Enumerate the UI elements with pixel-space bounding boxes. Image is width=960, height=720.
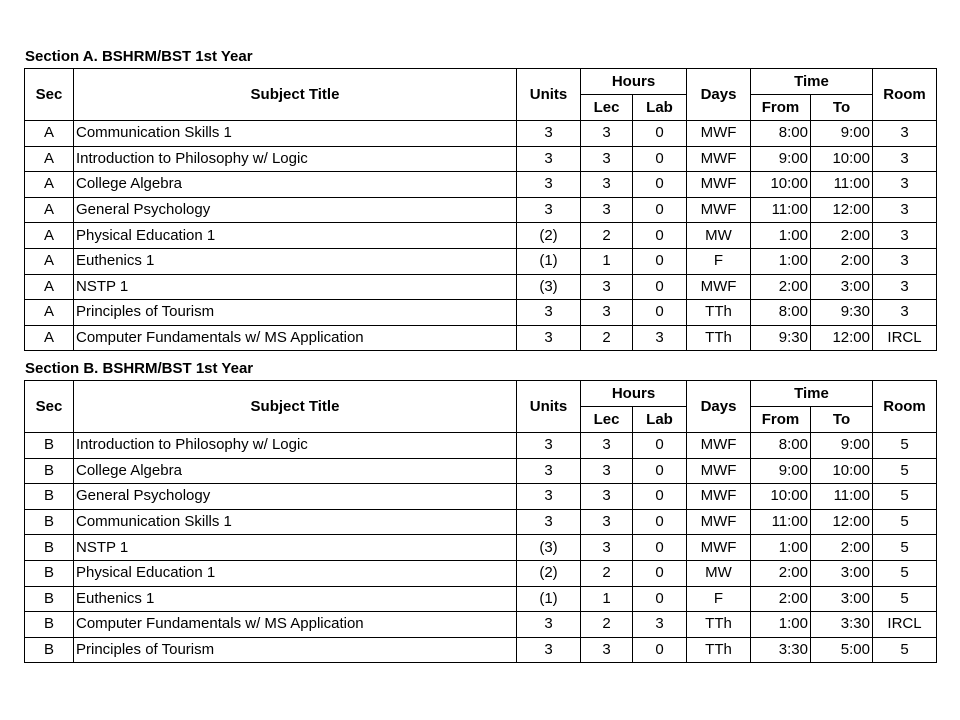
cell-days: TTh <box>687 637 751 663</box>
cell-sec: A <box>25 300 74 326</box>
cell-to: 11:00 <box>811 484 873 510</box>
cell-room: 3 <box>873 274 937 300</box>
section-a-schedule-table <box>24 68 937 351</box>
cell-room: 5 <box>873 458 937 484</box>
cell-lab: 0 <box>633 121 687 147</box>
cell-lec: 2 <box>581 612 633 638</box>
cell-room: 5 <box>873 637 937 663</box>
header-lab: Lab <box>633 95 687 121</box>
cell-units: (3) <box>517 274 581 300</box>
cell-from: 1:00 <box>751 248 811 274</box>
cell-from: 2:00 <box>751 274 811 300</box>
cell-sec: B <box>25 509 74 535</box>
cell-lec: 1 <box>581 248 633 274</box>
header-title: Subject Title <box>74 69 517 121</box>
cell-units: (1) <box>517 586 581 612</box>
cell-room: 3 <box>873 300 937 326</box>
cell-lec: 2 <box>581 560 633 586</box>
cell-lab: 0 <box>633 223 687 249</box>
cell-room: 3 <box>873 146 937 172</box>
cell-sec: B <box>25 535 74 561</box>
cell-sec: A <box>25 146 74 172</box>
cell-days: MW <box>687 560 751 586</box>
header-row <box>25 69 937 95</box>
cell-room: 3 <box>873 248 937 274</box>
cell-lec: 3 <box>581 121 633 147</box>
cell-title: General Psychology <box>74 484 517 510</box>
cell-units: (2) <box>517 560 581 586</box>
cell-to: 11:00 <box>811 172 873 198</box>
cell-days: MWF <box>687 535 751 561</box>
cell-title: Introduction to Philosophy w/ Logic <box>74 146 517 172</box>
cell-sec: B <box>25 433 74 459</box>
cell-title: Introduction to Philosophy w/ Logic <box>74 433 517 459</box>
cell-to: 9:00 <box>811 433 873 459</box>
cell-units: 3 <box>517 325 581 351</box>
cell-days: MW <box>687 223 751 249</box>
table-row <box>25 433 937 459</box>
section-b-title: Section B. BSHRM/BST 1st Year <box>25 360 254 377</box>
cell-lab: 0 <box>633 197 687 223</box>
cell-days: MWF <box>687 197 751 223</box>
cell-from: 11:00 <box>751 509 811 535</box>
cell-lec: 1 <box>581 586 633 612</box>
cell-sec: A <box>25 223 74 249</box>
table-row <box>25 325 937 351</box>
cell-days: MWF <box>687 121 751 147</box>
cell-sec: A <box>25 274 74 300</box>
cell-from: 1:00 <box>751 612 811 638</box>
cell-to: 12:00 <box>811 509 873 535</box>
cell-sec: A <box>25 248 74 274</box>
cell-room: 5 <box>873 433 937 459</box>
section-b-schedule-table <box>24 380 937 663</box>
table-row <box>25 612 937 638</box>
cell-title: Communication Skills 1 <box>74 121 517 147</box>
cell-to: 3:00 <box>811 586 873 612</box>
cell-sec: B <box>25 458 74 484</box>
cell-lab: 3 <box>633 612 687 638</box>
header-lec: Lec <box>581 95 633 121</box>
cell-lec: 3 <box>581 535 633 561</box>
cell-lec: 3 <box>581 637 633 663</box>
cell-units: 3 <box>517 121 581 147</box>
cell-days: MWF <box>687 458 751 484</box>
cell-from: 2:00 <box>751 586 811 612</box>
cell-days: TTh <box>687 325 751 351</box>
cell-from: 1:00 <box>751 535 811 561</box>
cell-sec: B <box>25 560 74 586</box>
cell-to: 3:30 <box>811 612 873 638</box>
cell-days: F <box>687 586 751 612</box>
cell-from: 8:00 <box>751 121 811 147</box>
cell-lec: 3 <box>581 509 633 535</box>
cell-from: 2:00 <box>751 560 811 586</box>
header-units: Units <box>517 69 581 121</box>
cell-lab: 3 <box>633 325 687 351</box>
cell-title: Principles of Tourism <box>74 637 517 663</box>
cell-units: 3 <box>517 433 581 459</box>
cell-units: 3 <box>517 484 581 510</box>
cell-room: 3 <box>873 121 937 147</box>
cell-to: 5:00 <box>811 637 873 663</box>
cell-sec: B <box>25 484 74 510</box>
cell-lec: 3 <box>581 197 633 223</box>
cell-units: 3 <box>517 146 581 172</box>
cell-title: Physical Education 1 <box>74 560 517 586</box>
cell-to: 2:00 <box>811 535 873 561</box>
cell-lab: 0 <box>633 146 687 172</box>
table-row <box>25 197 937 223</box>
cell-lab: 0 <box>633 172 687 198</box>
cell-to: 12:00 <box>811 325 873 351</box>
cell-title: College Algebra <box>74 172 517 198</box>
cell-room: 3 <box>873 172 937 198</box>
header-hours: Hours <box>581 381 687 407</box>
table-row <box>25 274 937 300</box>
cell-title: Euthenics 1 <box>74 586 517 612</box>
cell-sec: A <box>25 172 74 198</box>
table-row <box>25 248 937 274</box>
cell-lab: 0 <box>633 560 687 586</box>
cell-to: 2:00 <box>811 248 873 274</box>
cell-title: NSTP 1 <box>74 535 517 561</box>
cell-to: 3:00 <box>811 560 873 586</box>
header-sec: Sec <box>25 381 74 433</box>
cell-room: 5 <box>873 535 937 561</box>
cell-from: 8:00 <box>751 433 811 459</box>
cell-room: IRCL <box>873 612 937 638</box>
cell-lab: 0 <box>633 509 687 535</box>
cell-to: 10:00 <box>811 146 873 172</box>
header-to: To <box>811 407 873 433</box>
header-to: To <box>811 95 873 121</box>
cell-from: 8:00 <box>751 300 811 326</box>
cell-to: 9:00 <box>811 121 873 147</box>
cell-lec: 3 <box>581 146 633 172</box>
cell-title: Computer Fundamentals w/ MS Application <box>74 325 517 351</box>
cell-to: 12:00 <box>811 197 873 223</box>
cell-units: 3 <box>517 172 581 198</box>
cell-units: 3 <box>517 509 581 535</box>
cell-days: MWF <box>687 172 751 198</box>
header-title: Subject Title <box>74 381 517 433</box>
cell-units: 3 <box>517 197 581 223</box>
cell-title: Principles of Tourism <box>74 300 517 326</box>
cell-days: MWF <box>687 484 751 510</box>
cell-sec: B <box>25 637 74 663</box>
cell-days: MWF <box>687 509 751 535</box>
header-room: Room <box>873 69 937 121</box>
table-row <box>25 300 937 326</box>
table-row <box>25 637 937 663</box>
cell-days: TTh <box>687 300 751 326</box>
cell-lab: 0 <box>633 433 687 459</box>
cell-title: General Psychology <box>74 197 517 223</box>
table-row <box>25 535 937 561</box>
cell-from: 11:00 <box>751 197 811 223</box>
cell-room: IRCL <box>873 325 937 351</box>
cell-lec: 3 <box>581 172 633 198</box>
table-row <box>25 223 937 249</box>
cell-from: 9:00 <box>751 458 811 484</box>
cell-lab: 0 <box>633 637 687 663</box>
cell-lec: 3 <box>581 300 633 326</box>
cell-room: 5 <box>873 560 937 586</box>
cell-lec: 3 <box>581 484 633 510</box>
cell-sec: A <box>25 121 74 147</box>
cell-lec: 2 <box>581 325 633 351</box>
cell-units: (1) <box>517 248 581 274</box>
section-a-title: Section A. BSHRM/BST 1st Year <box>25 48 253 65</box>
cell-from: 3:30 <box>751 637 811 663</box>
cell-lab: 0 <box>633 586 687 612</box>
table-row <box>25 121 937 147</box>
header-days: Days <box>687 381 751 433</box>
cell-sec: A <box>25 197 74 223</box>
cell-days: F <box>687 248 751 274</box>
cell-to: 3:00 <box>811 274 873 300</box>
cell-from: 10:00 <box>751 172 811 198</box>
cell-title: Physical Education 1 <box>74 223 517 249</box>
table-row <box>25 484 937 510</box>
header-units: Units <box>517 381 581 433</box>
header-from: From <box>751 407 811 433</box>
cell-units: (3) <box>517 535 581 561</box>
cell-room: 5 <box>873 509 937 535</box>
table-row <box>25 586 937 612</box>
cell-sec: A <box>25 325 74 351</box>
cell-room: 3 <box>873 197 937 223</box>
cell-title: Euthenics 1 <box>74 248 517 274</box>
cell-lab: 0 <box>633 535 687 561</box>
cell-room: 5 <box>873 586 937 612</box>
cell-lab: 0 <box>633 248 687 274</box>
cell-units: 3 <box>517 458 581 484</box>
header-room: Room <box>873 381 937 433</box>
header-row <box>25 381 937 407</box>
cell-sec: B <box>25 586 74 612</box>
cell-room: 3 <box>873 223 937 249</box>
cell-days: MWF <box>687 433 751 459</box>
cell-sec: B <box>25 612 74 638</box>
table-row <box>25 560 937 586</box>
cell-days: MWF <box>687 274 751 300</box>
cell-lab: 0 <box>633 484 687 510</box>
cell-units: 3 <box>517 637 581 663</box>
cell-title: Computer Fundamentals w/ MS Application <box>74 612 517 638</box>
cell-title: NSTP 1 <box>74 274 517 300</box>
table-row <box>25 509 937 535</box>
cell-to: 10:00 <box>811 458 873 484</box>
cell-days: MWF <box>687 146 751 172</box>
table-row <box>25 458 937 484</box>
cell-lec: 3 <box>581 274 633 300</box>
cell-units: 3 <box>517 612 581 638</box>
header-hours: Hours <box>581 69 687 95</box>
cell-to: 9:30 <box>811 300 873 326</box>
cell-title: College Algebra <box>74 458 517 484</box>
table-row <box>25 146 937 172</box>
cell-lab: 0 <box>633 458 687 484</box>
cell-lec: 3 <box>581 433 633 459</box>
cell-lec: 3 <box>581 458 633 484</box>
cell-from: 9:30 <box>751 325 811 351</box>
cell-units: 3 <box>517 300 581 326</box>
table-row <box>25 172 937 198</box>
cell-days: TTh <box>687 612 751 638</box>
cell-units: (2) <box>517 223 581 249</box>
cell-lab: 0 <box>633 300 687 326</box>
cell-to: 2:00 <box>811 223 873 249</box>
header-lab: Lab <box>633 407 687 433</box>
cell-lab: 0 <box>633 274 687 300</box>
cell-from: 10:00 <box>751 484 811 510</box>
cell-lec: 2 <box>581 223 633 249</box>
header-from: From <box>751 95 811 121</box>
cell-room: 5 <box>873 484 937 510</box>
cell-title: Communication Skills 1 <box>74 509 517 535</box>
header-time: Time <box>751 69 873 95</box>
cell-from: 9:00 <box>751 146 811 172</box>
header-sec: Sec <box>25 69 74 121</box>
header-time: Time <box>751 381 873 407</box>
cell-from: 1:00 <box>751 223 811 249</box>
header-days: Days <box>687 69 751 121</box>
header-lec: Lec <box>581 407 633 433</box>
